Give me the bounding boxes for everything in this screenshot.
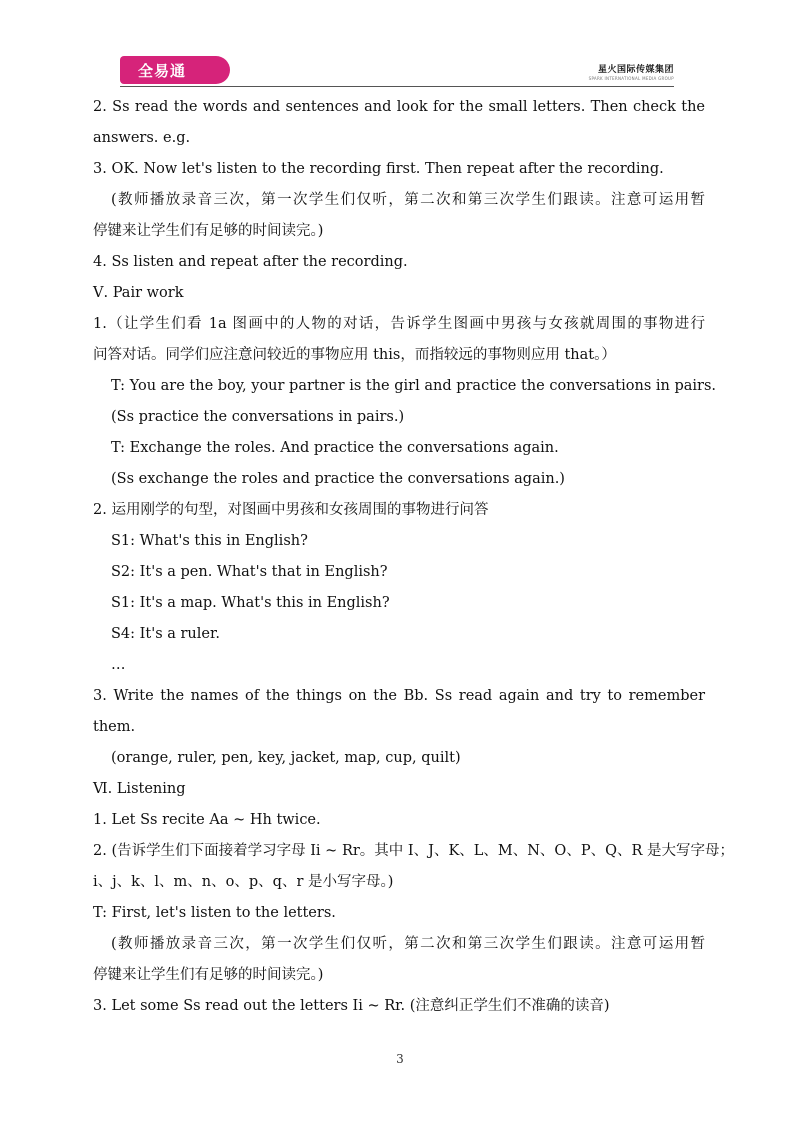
text-line: answers. e.g. (93, 130, 191, 146)
brand-tagline: SPARK INTERNATIONAL MEDIA GROUP (588, 76, 674, 81)
text-line: 4. Ss listen and repeat after the recording. (93, 254, 408, 270)
text-line: 1.（让学生们看 1a 图画中的人物的对话，告诉学生图画中男孩与女孩就周围的事物进行 (93, 316, 705, 332)
text-line: 3. OK. Now let's listen to the recording first. Then repeat after the recording. (93, 161, 664, 177)
text-line: 1. Let Ss recite Aa ~ Hh twice. (93, 812, 321, 828)
text-line: (Ss practice the conversations in pairs.) (111, 409, 405, 425)
section-heading: Ⅵ. Listening (93, 781, 186, 797)
text-line: 3. Let some Ss read out the letters Ii ~ Rr. (注意纠正学生们不准确的读音) (93, 998, 610, 1014)
text-line: 2. Ss read the words and sentences and look for the small letters. Then check the (93, 99, 705, 115)
text-line: T: Exchange the roles. And practice the conversations again. (111, 440, 559, 456)
text-line: (orange, ruler, pen, key, jacket, map, cup, quilt) (111, 750, 461, 766)
text-line: 问答对话。同学们应注意问较近的事物应用 this，而指较远的事物则应用 that。） (93, 347, 616, 363)
text-line: 3. Write the names of the things on the Bb. Ss read again and try to remember (93, 688, 705, 704)
text-line: 停键来让学生们有足够的时间读完。) (93, 223, 324, 239)
brand-block (589, 62, 674, 81)
text-line: (教师播放录音三次，第一次学生们仅听，第二次和第三次学生们跟读。注意可运用暂 (111, 936, 705, 952)
text-line: (教师播放录音三次，第一次学生们仅听，第二次和第三次学生们跟读。注意可运用暂 (111, 192, 705, 208)
text-line: S4: It's a ruler. (111, 626, 220, 642)
text-line: S1: What's this in English? (111, 533, 308, 549)
logo-text: 全易通 (138, 61, 187, 80)
text-line: S2: It's a pen. What's that in English? (111, 564, 388, 580)
page-header (0, 0, 800, 90)
ellipsis-line: … (111, 657, 126, 673)
document-body (93, 92, 734, 1022)
header-rule (120, 86, 674, 87)
text-line: (Ss exchange the roles and practice the conversations again.) (111, 471, 565, 487)
text-line: 2. 运用刚学的句型，对图画中男孩和女孩周围的事物进行问答 (93, 502, 489, 518)
text-line: T: First, let's listen to the letters. (93, 905, 336, 921)
text-line: i、j、k、l、m、n、o、p、q、r 是小写字母。) (93, 874, 394, 890)
brand-name: 星火国际传媒集团 (597, 65, 674, 75)
logo (120, 56, 230, 84)
text-line: S1: It's a map. What's this in English? (111, 595, 390, 611)
text-line: them. (93, 719, 136, 735)
text-line: 停键来让学生们有足够的时间读完。) (93, 967, 324, 983)
page-number: 3 (396, 1052, 404, 1066)
section-heading: Ⅴ. Pair work (93, 285, 184, 301)
text-line: 2. (告诉学生们下面接着学习字母 Ii ~ Rr。其中 I、J、K、L、M、N、O、P、Q、R 是大写字母； (93, 843, 734, 859)
text-line: T: You are the boy, your partner is the girl and practice the conversations in pairs. (111, 378, 717, 394)
